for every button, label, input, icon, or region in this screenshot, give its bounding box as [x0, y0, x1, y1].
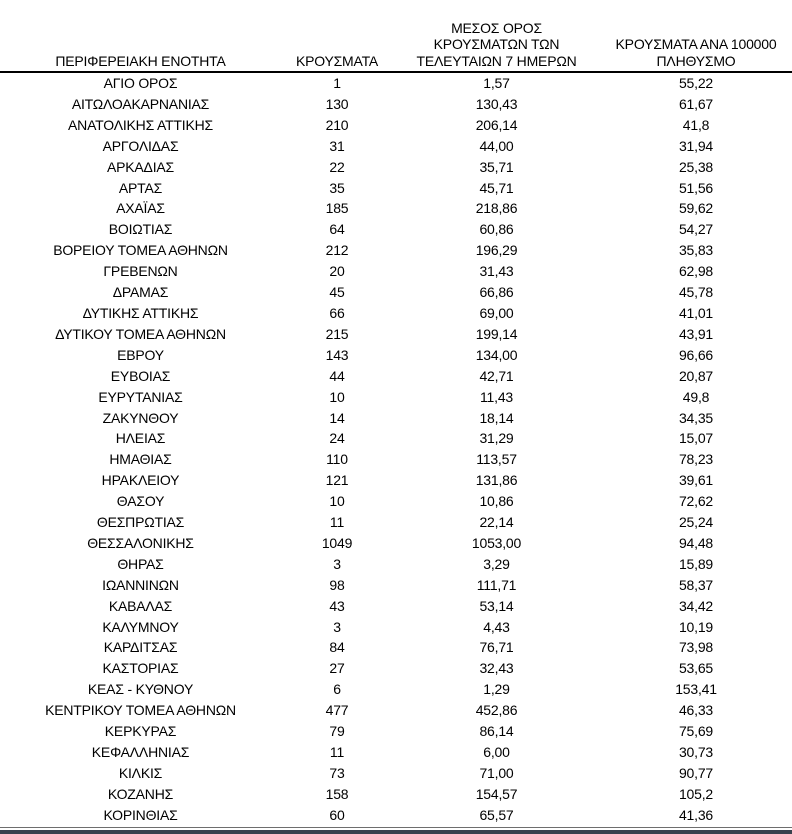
avg-7-days-cell: 131,86	[475, 472, 518, 489]
cases-per-100000-cell: 62,98	[678, 263, 714, 280]
avg-7-days-cell: 32,43	[479, 660, 514, 677]
region-cell: ΑΡΓΟΛΙΔΑΣ	[102, 137, 179, 154]
region-cell: ΓΡΕΒΕΝΩΝ	[103, 263, 178, 280]
column-header-line: ΚΡΟΥΣΜΑΤΩΝ ΤΩΝ	[433, 36, 560, 52]
region-cell: ΒΟΡΕΙΟΥ ΤΟΜΕΑ ΑΘΗΝΩΝ	[53, 242, 228, 259]
cases-cell: 3	[333, 555, 341, 572]
avg-7-days-cell: 66,86	[479, 284, 514, 301]
region-cell: ΑΡΚΑΔΙΑΣ	[107, 158, 174, 175]
cases-cell: 44	[329, 367, 345, 384]
cases-per-100000-cell: 90,77	[678, 764, 714, 781]
table-row	[0, 261, 792, 282]
cases-cell: 64	[329, 221, 345, 238]
cases-per-100000-cell: 54,27	[678, 221, 714, 238]
region-cell: ΚΟΖΑΝΗΣ	[107, 785, 174, 802]
avg-7-days-cell: 1053,00	[471, 534, 522, 551]
table-row	[0, 554, 792, 575]
cases-cell: 20	[329, 263, 345, 280]
cases-cell: 3	[333, 618, 341, 635]
table-row	[0, 136, 792, 157]
cases-per-100000-cell: 15,89	[678, 555, 714, 572]
cases-per-100000-cell: 25,24	[678, 514, 714, 531]
cases-cell: 27	[329, 660, 345, 677]
avg-7-days-cell: 4,43	[483, 618, 510, 635]
cases-per-100000-cell: 58,37	[678, 576, 714, 593]
region-cell: ΙΩΑΝΝΙΝΩΝ	[102, 576, 179, 593]
region-cell: ΗΜΑΘΙΑΣ	[109, 451, 172, 468]
table-row	[0, 658, 792, 679]
region-cell: ΖΑΚΥΝΘΟΥ	[102, 409, 179, 426]
cases-per-100000-cell: 15,07	[678, 430, 714, 447]
column-header-cases	[281, 0, 393, 72]
cases-per-100000-cell: 55,22	[678, 75, 714, 91]
region-cell: ΚΕΡΚΥΡΑΣ	[104, 723, 177, 740]
table-row	[0, 219, 792, 240]
region-cell: ΑΡΤΑΣ	[118, 179, 163, 196]
cases-per-100000-cell: 30,73	[678, 744, 714, 760]
table-row	[0, 449, 792, 470]
table-row	[0, 387, 792, 408]
table-row	[0, 198, 792, 219]
table-row	[0, 408, 792, 429]
region-cell: ΕΥΡΥΤΑΝΙΑΣ	[98, 388, 183, 405]
region-cell: ΚΑΒΑΛΑΣ	[108, 597, 173, 614]
region-cell: ΘΗΡΑΣ	[117, 555, 164, 572]
avg-7-days-cell: 1,57	[483, 75, 510, 91]
region-cell: ΘΕΣΣΑΛΟΝΙΚΗΣ	[87, 534, 194, 551]
avg-7-days-cell: 3,29	[483, 555, 510, 572]
avg-7-days-cell: 86,14	[479, 723, 514, 740]
table-row	[0, 303, 792, 324]
avg-7-days-cell: 31,29	[479, 430, 514, 447]
cases-cell: 60	[329, 806, 345, 823]
avg-7-days-cell: 71,00	[479, 764, 514, 781]
avg-7-days-cell: 11,43	[480, 388, 513, 405]
region-cell: ΚΙΛΚΙΣ	[118, 764, 163, 781]
region-cell: ΚΕΝΤΡΙΚΟΥ ΤΟΜΕΑ ΑΘΗΝΩΝ	[45, 702, 236, 719]
cases-cell: 130	[325, 95, 349, 112]
cases-per-100000-cell: 105,2	[678, 785, 714, 802]
region-cell: ΘΕΣΠΡΩΤΙΑΣ	[96, 514, 185, 531]
avg-7-days-cell: 154,57	[475, 785, 518, 802]
avg-7-days-cell: 35,71	[479, 158, 514, 175]
table-row	[0, 742, 792, 763]
cases-cell: 98	[329, 576, 345, 593]
cases-per-100000-cell: 10,19	[678, 618, 714, 635]
cases-per-100000-cell: 34,35	[678, 409, 714, 426]
table-row	[0, 72, 792, 94]
table-row	[0, 157, 792, 178]
region-cell: ΔΡΑΜΑΣ	[112, 284, 169, 301]
region-cell: ΗΛΕΙΑΣ	[115, 430, 166, 447]
table-body	[0, 72, 792, 826]
table-row	[0, 512, 792, 533]
region-cell: ΚΕΑΣ - ΚΥΘΝΟΥ	[87, 681, 194, 698]
cases-cell: 1049	[321, 534, 353, 551]
table-row	[0, 94, 792, 115]
cases-per-100000-cell: 20,87	[678, 367, 714, 384]
table-row	[0, 533, 792, 554]
region-cell: ΒΟΙΩΤΙΑΣ	[108, 221, 173, 238]
cases-per-100000-cell: 41,01	[678, 304, 714, 321]
avg-7-days-cell: 10,86	[479, 493, 514, 510]
table-row	[0, 491, 792, 512]
cases-per-100000-cell: 73,98	[678, 639, 714, 656]
column-header-line: ΜΕΣΟΣ ΟΡΟΣ	[451, 19, 542, 36]
cases-cell: 14	[329, 409, 345, 426]
cases-cell: 215	[325, 325, 349, 342]
cases-cell: 73	[329, 764, 345, 781]
column-header-line: ΤΕΛΕΥΤΑΙΩΝ 7 ΗΜΕΡΩΝ	[416, 52, 577, 69]
cases-cell: 212	[325, 242, 349, 259]
table-row	[0, 575, 792, 596]
region-cell: ΗΡΑΚΛΕΙΟΥ	[101, 472, 180, 489]
table-row	[0, 763, 792, 784]
region-cell: ΚΑΡΔΙΤΣΑΣ	[103, 639, 178, 656]
table-row	[0, 637, 792, 658]
table-row	[0, 282, 792, 303]
table-row	[0, 784, 792, 805]
avg-7-days-cell: 53,14	[479, 597, 514, 614]
table-row	[0, 805, 792, 826]
cases-cell: 477	[325, 702, 349, 719]
cases-cell: 6	[333, 681, 341, 698]
cases-cell: 121	[325, 472, 349, 489]
cases-per-100000-cell: 53,65	[678, 660, 714, 677]
avg-7-days-cell: 206,14	[475, 116, 518, 133]
table-row	[0, 324, 792, 345]
cases-per-100000-cell: 61,67	[678, 95, 714, 112]
cases-cell: 11	[329, 744, 345, 760]
region-cell: ΔΥΤΙΚΟΥ ΤΟΜΕΑ ΑΘΗΝΩΝ	[55, 325, 226, 342]
avg-7-days-cell: 199,14	[475, 325, 518, 342]
cases-cell: 143	[325, 346, 349, 363]
table-bottom-thick-rule	[0, 830, 792, 834]
cases-per-100000-cell: 41,36	[678, 806, 714, 823]
column-header-line: ΠΛΗΘΥΣΜΟ	[656, 52, 736, 69]
region-cell: ΕΥΒΟΙΑΣ	[110, 367, 171, 384]
cases-cell: 210	[325, 116, 349, 133]
cases-per-100000-cell: 45,78	[678, 284, 714, 301]
cases-cell: 43	[329, 597, 345, 614]
region-cell: ΚΑΣΤΟΡΙΑΣ	[102, 660, 179, 677]
table-row	[0, 700, 792, 721]
cases-cell: 84	[329, 639, 345, 656]
avg-7-days-cell: 113,57	[476, 451, 517, 468]
region-cell: ΑΓΙΟ ΟΡΟΣ	[103, 75, 178, 91]
table-row	[0, 679, 792, 700]
column-header-line: ΚΡΟΥΣΜΑΤΑ ΑΝΑ 100000	[615, 36, 777, 52]
cases-per-100000-cell: 35,83	[678, 242, 714, 259]
avg-7-days-cell: 111,71	[476, 576, 517, 593]
cases-cell: 10	[329, 493, 345, 510]
cases-per-100000-cell: 31,94	[678, 137, 714, 154]
cases-per-100000-cell: 78,23	[678, 451, 714, 468]
avg-7-days-cell: 45,71	[479, 179, 514, 196]
avg-7-days-cell: 196,29	[475, 242, 518, 259]
cases-cell: 79	[329, 723, 345, 740]
avg-7-days-cell: 18,14	[479, 409, 514, 426]
avg-7-days-cell: 22,14	[479, 514, 514, 531]
avg-7-days-cell: 6,00	[483, 744, 510, 760]
region-cell: ΚΕΦΑΛΛΗΝΙΑΣ	[91, 744, 190, 760]
cases-cell: 31	[329, 137, 345, 154]
cases-per-100000-cell: 51,56	[678, 179, 714, 196]
cases-cell: 35	[329, 179, 345, 196]
region-cell: ΑΧΑΪΑΣ	[116, 200, 165, 217]
cases-cell: 110	[326, 451, 348, 468]
region-cell: ΚΑΛΥΜΝΟΥ	[102, 618, 179, 635]
cases-per-100000-cell: 94,48	[678, 534, 714, 551]
region-cell: ΚΟΡΙΝΘΙΑΣ	[103, 806, 178, 823]
column-header-line: ΠΕΡΙΦΕΡΕΙΑΚΗ ΕΝΟΤΗΤΑ	[55, 52, 226, 69]
cases-per-100000-cell: 46,33	[678, 702, 714, 719]
table-row	[0, 115, 792, 136]
avg-7-days-cell: 69,00	[479, 304, 514, 321]
avg-7-days-cell: 31,43	[479, 263, 514, 280]
column-header-regional-unit	[0, 0, 281, 72]
cases-per-100000-cell: 153,41	[675, 681, 717, 698]
region-cell: ΑΙΤΩΛΟΑΚΑΡΝΑΝΙΑΣ	[71, 95, 210, 112]
table-row	[0, 617, 792, 638]
header-row	[0, 0, 792, 72]
cases-cell: 22	[329, 158, 345, 175]
avg-7-days-cell: 452,86	[475, 702, 518, 719]
cases-cell: 185	[325, 200, 349, 217]
table-row	[0, 178, 792, 199]
cases-per-100000-cell: 43,91	[678, 325, 714, 342]
table-row	[0, 366, 792, 387]
region-cell: ΕΒΡΟΥ	[117, 346, 164, 363]
cases-per-100000-cell: 96,66	[678, 346, 714, 363]
region-cell: ΑΝΑΤΟΛΙΚΗΣ ΑΤΤΙΚΗΣ	[68, 116, 213, 133]
table-row	[0, 470, 792, 491]
cases-cell: 24	[329, 430, 345, 447]
avg-7-days-cell: 65,57	[479, 806, 514, 823]
column-header-avg-7-days	[393, 0, 600, 72]
cases-cell: 158	[325, 785, 349, 802]
avg-7-days-cell: 1,29	[483, 681, 510, 698]
cases-per-100000-cell: 34,42	[678, 597, 714, 614]
cases-cell: 66	[329, 304, 345, 321]
avg-7-days-cell: 42,71	[479, 367, 514, 384]
cases-cell: 45	[329, 284, 345, 301]
cases-per-100000-cell: 49,8	[682, 388, 710, 405]
avg-7-days-cell: 76,71	[479, 639, 514, 656]
cases-per-100000-cell: 75,69	[678, 723, 714, 740]
table-header	[0, 0, 792, 72]
avg-7-days-cell: 134,00	[475, 346, 518, 363]
table-row	[0, 345, 792, 366]
avg-7-days-cell: 44,00	[479, 137, 514, 154]
region-cell: ΘΑΣΟΥ	[116, 493, 165, 510]
avg-7-days-cell: 218,86	[475, 200, 518, 217]
table-row	[0, 428, 792, 449]
cases-cell: 11	[329, 514, 345, 531]
cases-cell: 1	[333, 75, 341, 91]
column-header-cases-per-100000	[600, 0, 792, 72]
cases-cell: 10	[329, 388, 345, 405]
cases-per-100000-cell: 59,62	[678, 200, 714, 217]
cases-per-100000-cell: 25,38	[678, 158, 714, 175]
table-row	[0, 240, 792, 261]
table-row	[0, 721, 792, 742]
cases-per-100000-cell: 39,61	[678, 472, 714, 489]
table-row	[0, 596, 792, 617]
cases-per-100000-cell: 41,8	[682, 116, 710, 133]
table-bottom-thin-rule	[0, 827, 792, 828]
region-cell: ΔΥΤΙΚΗΣ ΑΤΤΙΚΗΣ	[82, 304, 199, 321]
avg-7-days-cell: 60,86	[479, 221, 514, 238]
avg-7-days-cell: 130,43	[475, 95, 518, 112]
cases-per-100000-cell: 72,62	[678, 493, 714, 510]
column-header-line: ΚΡΟΥΣΜΑΤΑ	[295, 52, 379, 69]
